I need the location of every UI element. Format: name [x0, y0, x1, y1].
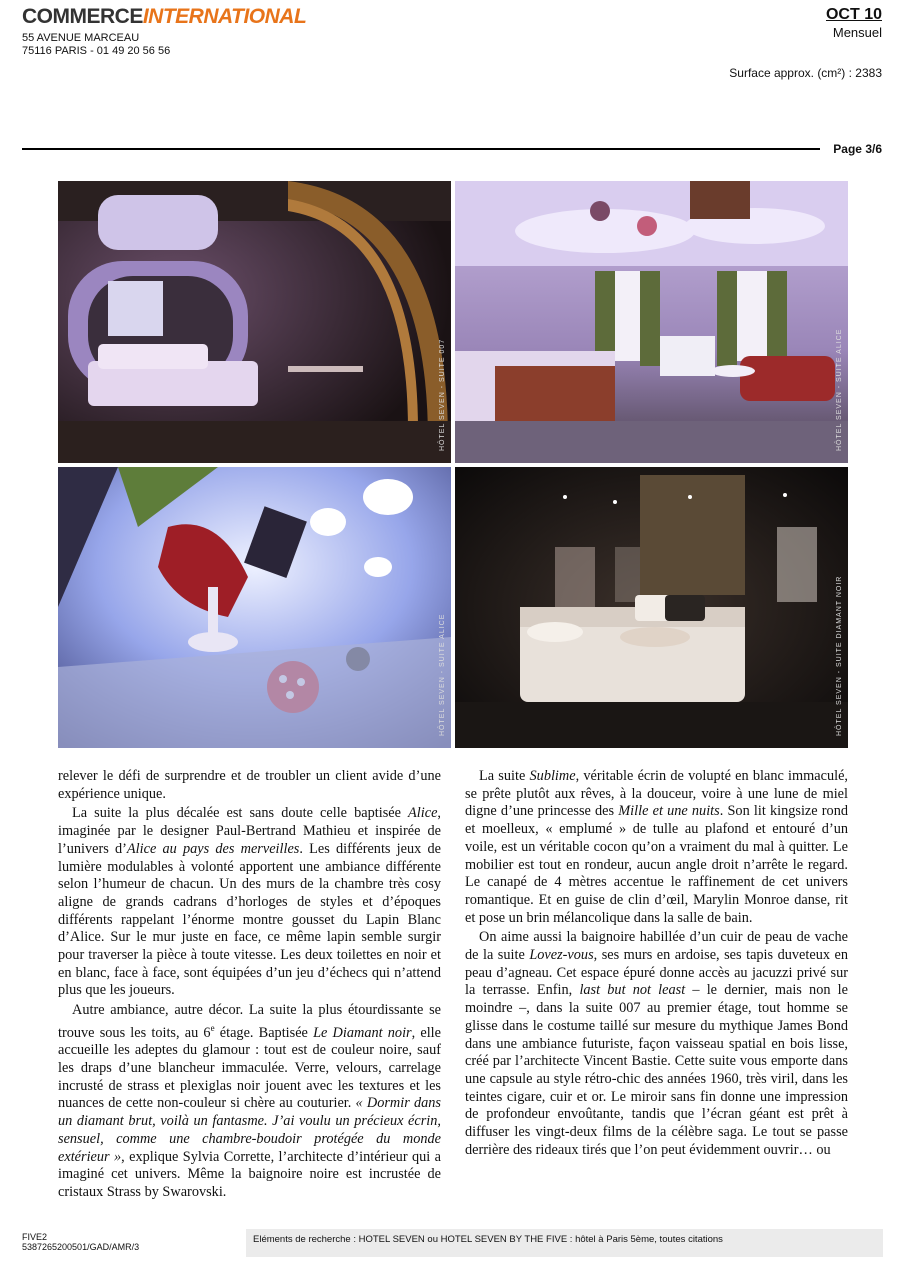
frequency-label: Mensuel: [832, 25, 882, 40]
right-paragraph-1: La suite Sublime, véritable écrin de volupté en blanc immaculé, se prête plutôt aux rêves, à la douceur, voire à une lune de miel digne d’une princesse des Mille et une nuits. Son lit kingsize rond et moelleux, « emplumé » de tulle au plafond et entouré d’un voile, est un véritable cocon qu’on a vraiment du mal à quitter. Le mobilier est tout en rondeur, aucun angle droit n’arrête le regard. Le canapé de 4 mètres accentue le raffinement de cet univers romantique. Et en guise de clin d’œil, Marylin Monroe danse, rit et pose un brin mélancolique dans la salle de bain.: [465, 768, 848, 926]
photo-suite-alice-bedroom: [455, 181, 848, 463]
document-code: [22, 1232, 139, 1252]
photo-credit-alice-1: HÔTEL SEVEN - SUITE ALICE: [836, 328, 843, 451]
page-number: Page 3/6: [833, 142, 882, 156]
header-divider: [22, 148, 820, 150]
photo-suite-007: [58, 181, 451, 463]
left-paragraph-3: Autre ambiance, autre décor. La suite la plus étourdissante se trouve sous les toits, au 6e étage. Baptisée Le Diamant noir, elle accueille les adeptes du glamour : tout est de couleur noire, sauf les draps d’une blancheur immaculée. Verre, velours, carrelage incrusté de strass et plexiglas noir jouent avec les textures et les nuances de cette non-couleur si chère au couturier. « Dormir dans un diamant brut, voilà un fantasme. J’ai voulu un précieux écrin, sensuel, comme une chambre-boudoir protégée du monde extérieur », explique Sylvia Corrette, l’architecte d’intérieur qui a imaginé cet univers. Même la baignoire noire est incrustée de cristaux Strass by Swarovski.: [58, 1002, 442, 1200]
photo-suite-alice-bath: [58, 467, 451, 748]
photo-credit-007: HÔTEL SEVEN - SUITE 007: [439, 338, 446, 451]
publication-logo: [22, 6, 306, 28]
photo-credit-diamant: HÔTEL SEVEN - SUITE DIAMANT NOIR: [836, 575, 843, 736]
surface-label: Surface approx. (cm²) : 2383: [729, 66, 882, 80]
address-line-1: 55 AVENUE MARCEAU: [22, 32, 140, 44]
photo-credit-alice-2: HÔTEL SEVEN - SUITE ALICE: [439, 613, 446, 736]
article-column-right: [465, 768, 848, 1159]
code-line-2: 5387265200501/GAD/AMR/3: [22, 1242, 140, 1252]
address-line-2: 75116 PARIS - 01 49 20 56 56: [22, 45, 171, 57]
photo-suite-diamant-noir: [455, 467, 848, 748]
search-elements-box: Eléments de recherche : HOTEL SEVEN ou HOTEL SEVEN BY THE FIVE : hôtel à Paris 5ème, toutes citations: [246, 1229, 883, 1257]
article-column-left: [58, 768, 441, 1202]
logo-part-commerce: COMMERCE: [22, 5, 143, 28]
left-paragraph-2: La suite la plus décalée est sans doute celle baptisée Alice, imaginée par le designer Paul-Bertrand Mathieu et inspirée de l’univers d’Alice au pays des merveilles. Les différents jeux de lumière modulables à volonté apportent une ambiance différente selon l’humeur de chacun. Un des murs de la chambre très cosy aligne de grands cadrans d’horloges de styles et d’époques différents rappelant l’énorme montre gousset du Lapin Blanc d’Alice. Sur le mur juste en face, ce même lapin semble surgir pour traverser la pièce à toute vitesse. Les deux toilettes en noir et en blanc, face à face, sont équipées d’un jeu d’échecs qui n’attend plus que les joueurs.: [58, 805, 441, 999]
issue-date: OCT 10: [825, 6, 882, 23]
right-paragraph-2: On aime aussi la baignoire habillée d’un cuir de peau de vache de la suite Lovez-vous, ses murs en ardoise, ses tapis duveteux en peau d’agneau. Cet espace épuré donne accès au jacuzzi privé sur la terrasse. Enfin, last but not least – le dernier, mais non le moindre –, dans la suite 007 au premier étage, tout homme se glisse dans le costume taillé sur mesure du mythique James Bond dans une ambiance futuriste, façon vaisseau spatial en bois lisse, créé par l’architecte Vincent Bastie. Cette suite vous emporte dans une capsule au style rétro-chic des années 1960, très viril, dans les teintes cigare, cuir et or. Le miroir sans fin donne une impression de profondeur envoûtante, tandis que l’écran géant est prêt à diffuser les vingt-deux films de la célèbre saga. Le tout se passe derrière des rideaux tirés que l’on peut évidemment ouvrir… ou: [465, 929, 848, 1158]
code-line-1: FIVE2: [22, 1232, 48, 1242]
left-paragraph-1: relever le défi de surprendre et de troubler un client avide d’une expérience unique.: [58, 768, 441, 802]
logo-part-international: INTERNATIONAL: [142, 5, 307, 28]
